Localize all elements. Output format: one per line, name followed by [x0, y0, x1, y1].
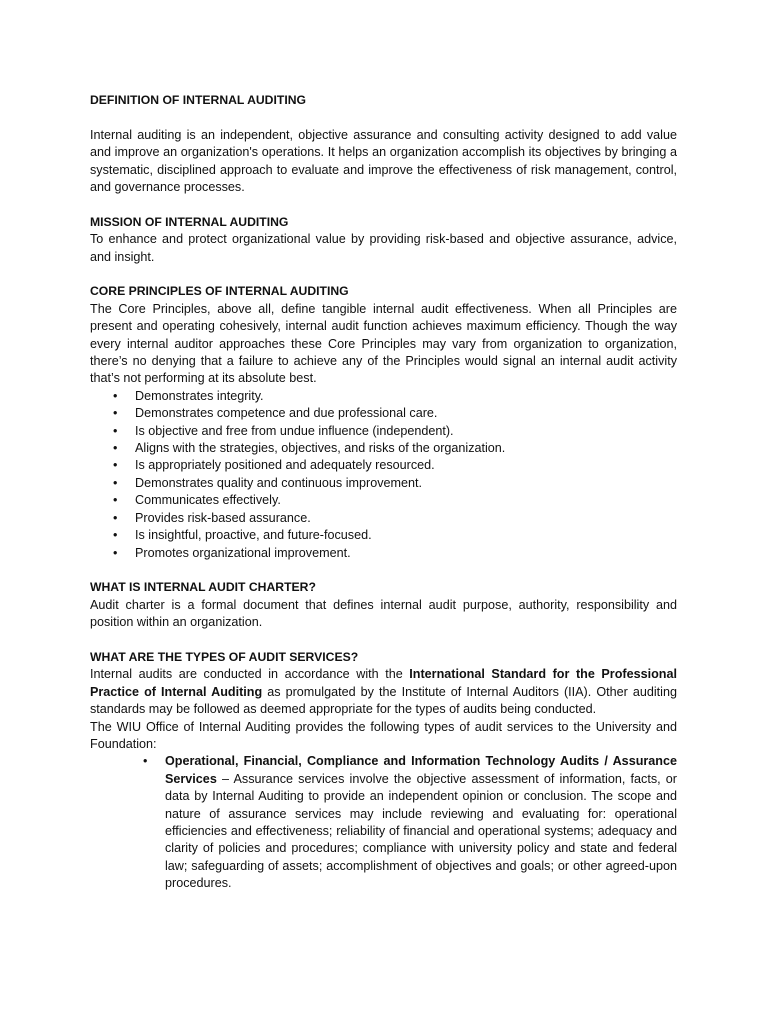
bullet-icon: •	[113, 493, 118, 508]
bullet-icon: •	[113, 458, 118, 473]
charter-heading: WHAT IS INTERNAL AUDIT CHARTER?	[90, 580, 316, 595]
principle-text: Is insightful, proactive, and future-focused.	[135, 528, 372, 543]
principle-text: Demonstrates quality and continuous improvement.	[135, 475, 423, 490]
principle-text: Provides risk-based assurance.	[135, 510, 311, 525]
intro-text-continued: as promulgated by the Institute of Internal Auditors (IIA). Other auditing standards may be followed as deemed appropriate for the types of audits being conducted.	[90, 684, 677, 717]
principle-text: Is appropriately positioned and adequately resourced.	[135, 458, 435, 473]
audit-services-text: The WIU Office of Internal Auditing provides the following types of audit services to the University and Foundation:	[90, 719, 677, 751]
audit-services-intro	[90, 666, 677, 718]
principle-item	[90, 475, 677, 492]
intro-text: Internal audits are conducted in accordance with the	[90, 667, 410, 682]
principle-item	[90, 440, 677, 457]
bullet-icon: •	[113, 510, 118, 525]
principle-text: Promotes organizational improvement.	[135, 545, 351, 560]
bullet-icon: •	[113, 545, 118, 560]
core-principles-list	[90, 388, 677, 562]
mission-text: To enhance and protect organizational value by providing risk-based and objective assurance, advice, and insight.	[90, 232, 677, 264]
principle-item	[90, 527, 677, 544]
spacer	[90, 196, 677, 213]
principle-item	[90, 388, 677, 405]
bullet-icon: •	[143, 754, 148, 769]
definition-text: Internal auditing is an independent, objective assurance and consulting activity designed to add value and improve an organization's operations. It helps an organization accomplish its objectives by bringing a systematic, disciplined approach to evaluate and improve the effectiveness of risk management, control, and governance processes.	[90, 127, 677, 195]
principle-item	[90, 457, 677, 474]
definition-heading: DEFINITION OF INTERNAL AUDITING	[90, 93, 306, 107]
charter-text: Audit charter is a formal document that defines internal audit purpose, authority, responsibility and position within an organization.	[90, 597, 677, 630]
principle-item	[90, 510, 677, 527]
bullet-icon: •	[113, 475, 118, 490]
spacer	[90, 562, 677, 579]
principle-text: Is objective and free from undue influence (independent).	[135, 423, 454, 438]
bullet-icon: •	[113, 388, 118, 403]
spacer	[90, 266, 677, 283]
audit-services-heading: WHAT ARE THE TYPES OF AUDIT SERVICES?	[90, 649, 359, 664]
principle-text: Aligns with the strategies, objectives, and risks of the organization.	[135, 441, 506, 456]
spacer	[90, 632, 677, 649]
service-description: – Assurance services involve the objective assessment of information, facts, or data by Internal Auditing to provide an independent opinion or conclusion. The scope and nature of assurance services may include reviewing and evaluating for: operational efficiencies and effectiveness; reliability of financial and operational systems; adequacy and clarity of policies and procedures; compliance with university policy and state and federal law; safeguarding of assets; accomplishment of objectives and goals; or other agreed-upon procedures.	[165, 771, 677, 891]
core-principles-heading: CORE PRINCIPLES OF INTERNAL AUDITING	[90, 284, 349, 299]
bullet-icon: •	[113, 406, 118, 421]
principle-text: Demonstrates integrity.	[135, 388, 264, 403]
principle-item	[90, 545, 677, 562]
services-list	[90, 753, 677, 892]
standard-name: International Standard for the Professional Practice of Internal Auditing	[90, 667, 677, 699]
mission-heading: MISSION OF INTERNAL AUDITING	[90, 214, 289, 229]
principle-item	[90, 405, 677, 422]
bullet-icon: •	[113, 528, 118, 543]
principle-item	[90, 423, 677, 440]
principle-text: Demonstrates competence and due professional care.	[135, 406, 438, 421]
document-page	[90, 92, 677, 893]
principle-item	[90, 492, 677, 509]
bullet-icon: •	[113, 441, 118, 456]
bullet-icon: •	[113, 423, 118, 438]
spacer	[90, 109, 677, 126]
principle-text: Communicates effectively.	[135, 493, 281, 508]
core-principles-text: The Core Principles, above all, define tangible internal audit effectiveness. When all Principles are present and operating cohesively, internal audit function achieves maximum efficiency. Though the way every internal auditor approaches these Core Principles may vary from organization to organization, there’s no denying that a failure to achieve any of the Principles would signal an internal audit activity that’s not performing at its absolute best.	[90, 301, 677, 386]
service-title: Operational, Financial, Compliance and Information Technology Audits / Assurance Services	[165, 754, 677, 786]
service-item	[90, 753, 677, 892]
